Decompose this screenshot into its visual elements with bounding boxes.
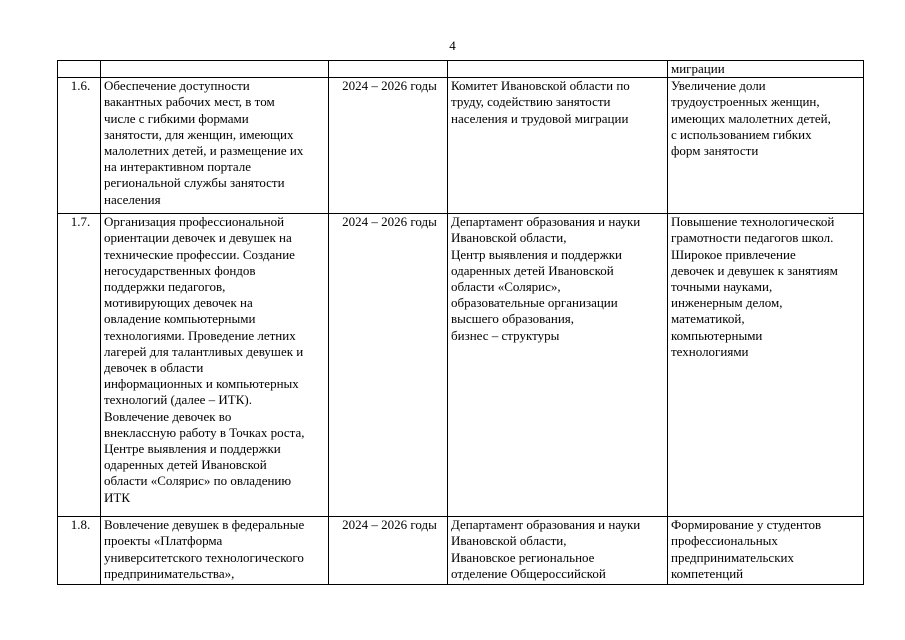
responsible-line: Департамент образования и науки — [451, 214, 641, 230]
activity-line: предпринимательства», — [104, 565, 235, 581]
result-line: технологиями — [671, 343, 749, 359]
result-line: имеющих малолетних детей, — [671, 110, 831, 126]
measures-table — [57, 60, 864, 585]
activity-line: Центре выявления и поддержки — [104, 441, 281, 457]
activity-line: региональной службы занятости — [104, 175, 285, 191]
activity-line: малолетних детей, и размещение их — [104, 143, 304, 159]
activity-line: университетского технологического — [104, 549, 304, 565]
responsible-line: населения и трудовой миграции — [451, 110, 629, 126]
activity-line: внеклассную работу в Точках роста, — [104, 424, 305, 440]
result-line: Формирование у студентов — [671, 517, 822, 533]
responsible-line: Департамент образования и науки — [451, 517, 641, 533]
responsible-line: бизнес – структуры — [451, 327, 560, 343]
activity-line: числе с гибкими формами — [104, 110, 249, 126]
activity-line: ИТК — [104, 489, 130, 505]
activity-cell — [101, 78, 329, 214]
table-row — [58, 78, 864, 214]
responsible-cell — [448, 78, 668, 214]
result-line: форм занятости — [671, 143, 759, 159]
activity-line: Вовлечение девушек в федеральные — [104, 517, 305, 533]
activity-line: информационных и компьютерных — [104, 376, 299, 392]
term-cell — [329, 61, 448, 78]
result-cell — [668, 517, 864, 585]
result-cell — [668, 78, 864, 214]
page-number: 4 — [449, 38, 456, 53]
table-row — [58, 214, 864, 517]
term-cell: 2024 – 2026 годы — [329, 214, 448, 517]
responsible-line: одаренных детей Ивановской — [451, 262, 614, 278]
responsible-line: Центр выявления и поддержки — [451, 246, 622, 262]
activity-line: технологий (далее – ИТК). — [104, 392, 252, 408]
activity-cell — [101, 61, 329, 78]
num-cell — [58, 61, 101, 78]
responsible-line: Ивановской области, — [451, 230, 567, 246]
activity-line: Обеспечение доступности — [104, 78, 250, 94]
responsible-cell — [448, 517, 668, 585]
activity-line: Вовлечение девочек во — [104, 408, 232, 424]
responsible-line: Комитет Ивановской области по — [451, 78, 630, 94]
table-row — [58, 517, 864, 585]
activity-line: овладение компьютерными — [104, 311, 256, 327]
responsible-line: Ивановской области, — [451, 533, 567, 549]
result-line: Увеличение доли — [671, 78, 766, 94]
result-cell — [668, 61, 864, 78]
activity-line: технические профессии. Создание — [104, 246, 295, 262]
result-line: предпринимательских — [671, 549, 794, 565]
responsible-line: области «Солярис», — [451, 279, 561, 295]
result-line: грамотности педагогов школ. — [671, 230, 834, 246]
num-cell: 1.7. — [58, 214, 101, 517]
result-line: компетенций — [671, 565, 744, 581]
result-line: девочек и девушек к занятиям — [671, 262, 838, 278]
result-line: профессиональных — [671, 533, 778, 549]
activity-line: вакантных рабочих мест, в том — [104, 94, 275, 110]
responsible-line: труду, содействию занятости — [451, 94, 611, 110]
responsible-line: отделение Общероссийской — [451, 565, 606, 581]
result-line: компьютерными — [671, 327, 763, 343]
activity-cell — [101, 214, 329, 517]
responsible-cell — [448, 214, 668, 517]
activity-line: лагерей для талантливых девушек и — [104, 343, 304, 359]
term-cell: 2024 – 2026 годы — [329, 78, 448, 214]
num-cell: 1.6. — [58, 78, 101, 214]
activity-line: одаренных детей Ивановской — [104, 457, 267, 473]
responsible-line: образовательные организации — [451, 295, 618, 311]
activity-line: Организация профессиональной — [104, 214, 285, 230]
activity-line: поддержки педагогов, — [104, 279, 226, 295]
result-line: инженерным делом, — [671, 295, 783, 311]
table-row-continued — [58, 61, 864, 78]
activity-line: населения — [104, 191, 161, 207]
activity-cell — [101, 517, 329, 585]
result-line: математикой, — [671, 311, 745, 327]
result-line: трудоустроенных женщин, — [671, 94, 820, 110]
num-cell: 1.8. — [58, 517, 101, 585]
activity-line: области «Солярис» по овладению — [104, 473, 292, 489]
responsible-line: Ивановское региональное — [451, 549, 595, 565]
activity-line: технологиями. Проведение летних — [104, 327, 296, 343]
result-line: миграции — [671, 61, 725, 76]
responsible-line: высшего образования, — [451, 311, 575, 327]
result-line: с использованием гибких — [671, 126, 812, 142]
activity-line: проекты «Платформа — [104, 533, 223, 549]
activity-line: ориентации девочек и девушек на — [104, 230, 292, 246]
activity-line: занятости, для женщин, имеющих — [104, 126, 294, 142]
activity-line: негосударственных фондов — [104, 262, 256, 278]
responsible-cell — [448, 61, 668, 78]
activity-line: на интерактивном портале — [104, 159, 251, 175]
activity-line: девочек в области — [104, 360, 204, 376]
result-line: точными науками, — [671, 279, 773, 295]
term-cell: 2024 – 2026 годы — [329, 517, 448, 585]
result-line: Широкое привлечение — [671, 246, 796, 262]
activity-line: мотивирующих девочек на — [104, 295, 253, 311]
result-line: Повышение технологической — [671, 214, 835, 230]
result-cell — [668, 214, 864, 517]
